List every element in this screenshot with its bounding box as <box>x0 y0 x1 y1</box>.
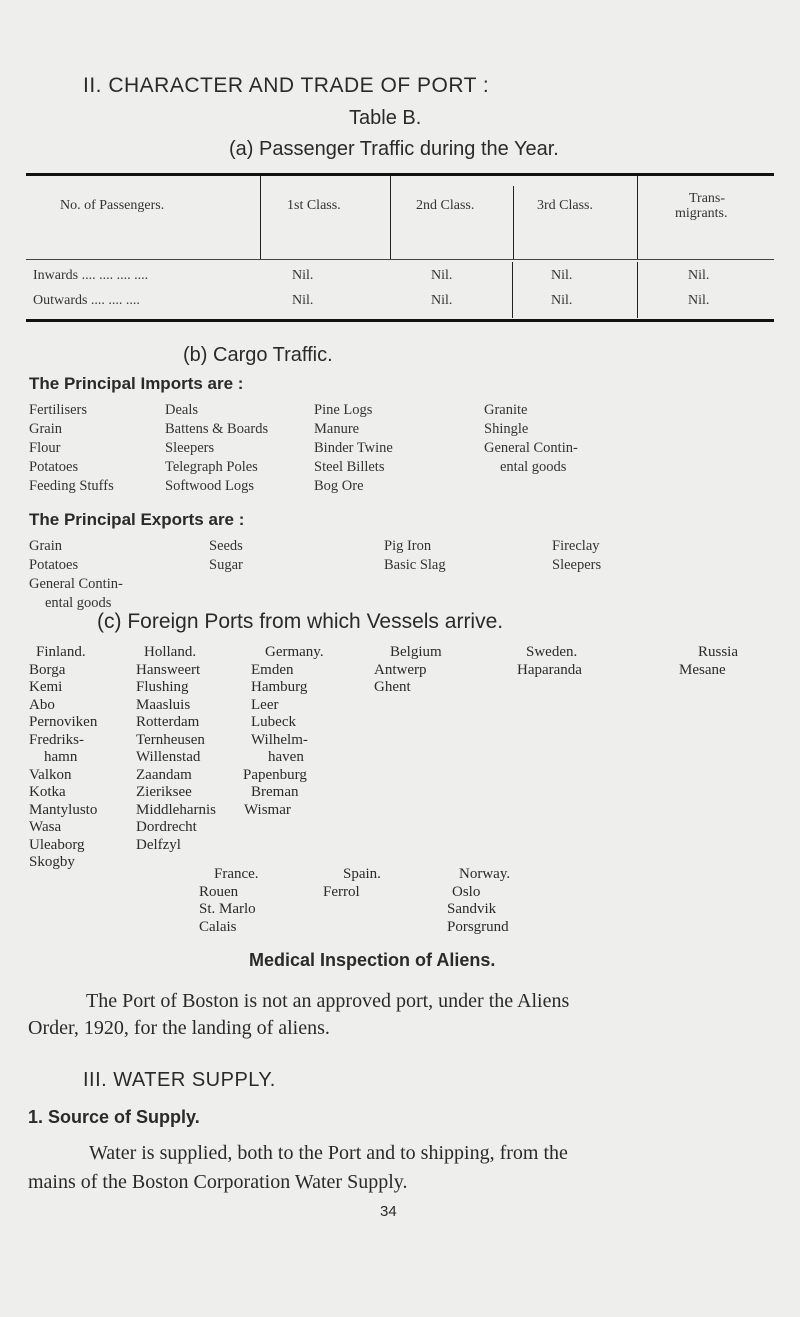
list-item: Manure <box>314 421 360 437</box>
ports-spain <box>323 866 381 901</box>
list-item: General Contin- <box>29 576 123 592</box>
header-first-class: 1st Class. <box>287 198 341 213</box>
port-name: Flushing <box>136 679 189 695</box>
water-heading: III. WATER SUPPLY. <box>83 1069 276 1091</box>
port-name: Lubeck <box>251 714 296 730</box>
list-item: Potatoes <box>29 557 79 573</box>
port-name: Dordrecht <box>136 819 197 835</box>
port-name: Ternheusen <box>136 731 205 748</box>
list-item: ental goods <box>45 595 112 611</box>
imports-col-4 <box>484 401 578 477</box>
imports-heading: The Principal Imports are : <box>29 374 244 393</box>
list-item: Grain <box>29 538 63 554</box>
table-cell: Nil. <box>431 268 453 283</box>
section-heading: II. CHARACTER AND TRADE OF PORT : <box>83 74 490 97</box>
port-name: Porsgrund <box>447 918 509 935</box>
port-name: Valkon <box>29 766 72 783</box>
port-name: hamn <box>44 749 78 765</box>
medical-heading: Medical Inspection of Aliens. <box>249 950 496 970</box>
list-item: Pine Logs <box>314 402 373 418</box>
port-name: Rotterdam <box>136 714 200 730</box>
port-name: Sandvik <box>447 901 497 917</box>
list-item: Sugar <box>209 557 243 573</box>
list-item: Fertilisers <box>29 402 87 418</box>
country-name: Finland. <box>36 644 86 660</box>
table-top-rule <box>26 173 774 176</box>
list-item: Binder Twine <box>314 440 393 456</box>
port-name: Abo <box>29 696 55 713</box>
port-name: Middleharnis <box>136 801 216 818</box>
list-item: Basic Slag <box>384 557 446 573</box>
port-name: Uleaborg <box>29 836 85 853</box>
port-name: Leer <box>251 696 279 713</box>
country-name: Germany. <box>265 644 324 660</box>
ports-norway <box>447 866 510 936</box>
header-third-class: 3rd Class. <box>537 198 593 213</box>
table-divider <box>260 176 261 259</box>
subheading-passenger-traffic: (a) Passenger Traffic during the Year. <box>229 138 559 160</box>
imports-col-2 <box>165 401 268 496</box>
ports-sweden <box>517 644 582 679</box>
ports-france <box>199 866 259 936</box>
table-cell: Nil. <box>292 268 314 283</box>
table-label: Table B. <box>349 107 422 129</box>
list-item: Bog Ore <box>314 478 364 494</box>
list-item: Pig Iron <box>384 538 432 554</box>
header-transmigrants: migrants. <box>675 206 728 221</box>
port-name: Zieriksee <box>136 784 192 800</box>
ports-holland <box>136 644 216 854</box>
ports-finland <box>29 644 98 872</box>
port-name: Hamburg <box>251 679 308 695</box>
port-name: Hansweert <box>136 661 201 678</box>
list-item: Potatoes <box>29 459 79 475</box>
port-name: Fredriks- <box>29 731 84 748</box>
port-name: haven <box>268 749 304 765</box>
table-divider <box>513 186 514 259</box>
country-name: Spain. <box>343 866 381 882</box>
imports-col-1 <box>29 401 114 496</box>
port-name: Haparanda <box>517 661 582 678</box>
subheading-foreign-ports: (c) Foreign Ports from which Vessels arrive. <box>97 610 504 633</box>
port-name: Emden <box>251 661 294 678</box>
port-name: Wasa <box>29 819 62 835</box>
ports-germany <box>243 644 324 819</box>
table-cell: Nil. <box>431 293 453 308</box>
table-cell: Nil. <box>688 268 710 283</box>
port-name: Ghent <box>374 679 411 695</box>
list-item: Granite <box>484 402 528 418</box>
table-cell: Nil. <box>688 293 710 308</box>
port-name: Mantylusto <box>29 801 98 818</box>
list-item: Shingle <box>484 421 529 437</box>
medical-paragraph-line: The Port of Boston is not an approved port, under the Aliens <box>86 990 570 1012</box>
list-item: Sleepers <box>165 440 215 456</box>
port-name: Pernoviken <box>29 714 98 730</box>
header-passengers: No. of Passengers. <box>60 198 165 213</box>
port-name: Calais <box>199 918 237 935</box>
exports-col-4 <box>552 537 601 575</box>
port-name: Zaandam <box>136 766 192 783</box>
table-divider <box>637 262 638 318</box>
exports-col-1 <box>29 537 123 613</box>
table-row-label: Outwards .... .... .... <box>33 293 140 308</box>
table-bottom-rule <box>26 319 774 322</box>
port-name: Antwerp <box>374 661 427 678</box>
water-paragraph-line: mains of the Boston Corporation Water Supply. <box>28 1171 408 1193</box>
port-name: Skogby <box>29 854 75 870</box>
list-item: Grain <box>29 421 63 437</box>
country-name: Belgium <box>390 644 442 660</box>
water-paragraph-line: Water is supplied, both to the Port and to shipping, from the <box>89 1142 568 1164</box>
port-name: Wismar <box>244 801 291 818</box>
imports-col-3 <box>314 401 393 496</box>
ports-belgium <box>374 644 442 697</box>
medical-paragraph-line: Order, 1920, for the landing of aliens. <box>28 1017 330 1039</box>
port-name: Kemi <box>29 679 63 695</box>
port-name: Papenburg <box>243 766 307 783</box>
port-name: Delfzyl <box>136 836 181 853</box>
port-name: Kotka <box>29 784 66 800</box>
port-name: St. Marlo <box>199 901 256 917</box>
port-name: Rouen <box>199 883 239 900</box>
list-item: Steel Billets <box>314 459 385 475</box>
table-cell: Nil. <box>292 293 314 308</box>
port-name: Willenstad <box>136 749 201 765</box>
table-cell: Nil. <box>551 268 573 283</box>
table-divider <box>390 176 391 259</box>
port-name: Mesane <box>679 661 726 678</box>
list-item: Deals <box>165 402 199 418</box>
list-item: Sleepers <box>552 557 602 573</box>
list-item: Battens & Boards <box>165 421 269 437</box>
subheading-cargo-traffic: (b) Cargo Traffic. <box>183 344 333 366</box>
table-divider <box>637 176 638 259</box>
country-name: France. <box>214 866 259 882</box>
page-number: 34 <box>380 1203 397 1220</box>
country-name: Norway. <box>459 866 511 882</box>
list-item: Telegraph Poles <box>165 459 258 475</box>
country-name: Sweden. <box>526 644 578 660</box>
table-cell: Nil. <box>551 293 573 308</box>
exports-col-2 <box>209 537 243 575</box>
list-item: Flour <box>29 440 61 456</box>
exports-heading: The Principal Exports are : <box>29 510 245 529</box>
table-divider <box>512 262 513 318</box>
port-name: Ferrol <box>323 883 360 900</box>
port-name: Wilhelm- <box>251 731 308 748</box>
port-name: Maasluis <box>136 696 191 713</box>
list-item: Feeding Stuffs <box>29 478 114 494</box>
header-second-class: 2nd Class. <box>416 198 475 213</box>
port-name: Oslo <box>452 883 481 900</box>
list-item: Fireclay <box>552 538 600 554</box>
port-name: Breman <box>251 784 299 800</box>
table-row-label: Inwards .... .... .... .... <box>33 268 149 283</box>
port-name: Borga <box>29 661 66 678</box>
source-of-supply-heading: 1. Source of Supply. <box>28 1107 200 1127</box>
country-name: Russia <box>698 644 739 660</box>
country-name: Holland. <box>144 644 197 660</box>
header-transmigrants: Trans- <box>689 191 726 206</box>
list-item: General Contin- <box>484 440 578 456</box>
ports-russia <box>676 644 738 679</box>
list-item: ental goods <box>500 459 567 475</box>
exports-col-3 <box>384 537 446 575</box>
table-header-rule <box>26 259 774 260</box>
list-item: Softwood Logs <box>165 478 255 494</box>
list-item: Seeds <box>209 538 243 554</box>
